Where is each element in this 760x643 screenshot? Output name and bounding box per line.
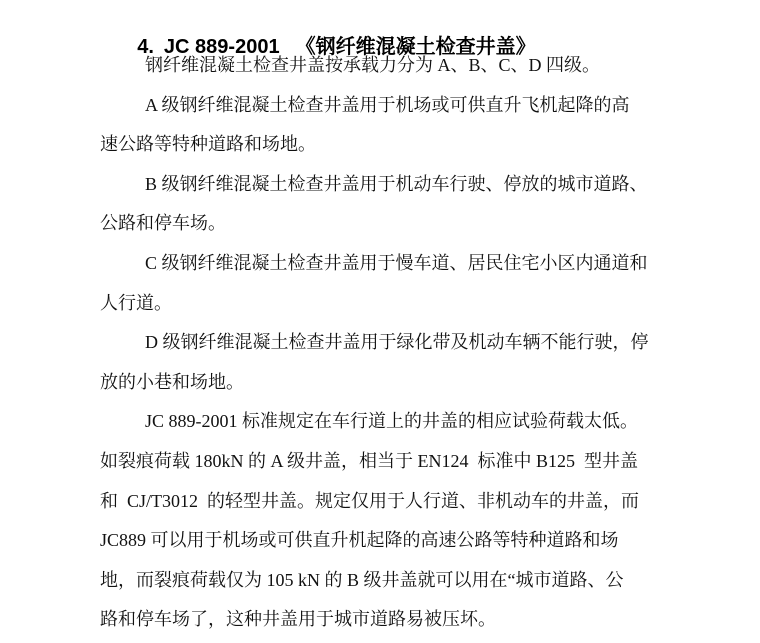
body-line: A 级钢纤维混凝土检查井盖用于机场或可供直升飞机起降的高 bbox=[145, 94, 630, 115]
standard-code: JC 889-2001 bbox=[163, 36, 280, 58]
document-body bbox=[100, 46, 665, 640]
body-line: 地，而裂痕荷载仅为 105 kN 的 B 级井盖就可以用在“城市道路、公 bbox=[100, 569, 624, 590]
body-line: C 级钢纤维混凝土检查井盖用于慢车道、居民住宅小区内通道和 bbox=[145, 252, 648, 273]
body-line: D 级钢纤维混凝土检查井盖用于绿化带及机动车辆不能行驶，停 bbox=[145, 332, 649, 353]
body-line: B 级钢纤维混凝土检查井盖用于机动车行驶、停放的城市道路、 bbox=[145, 173, 648, 194]
body-line: 放的小巷和场地。 bbox=[100, 371, 244, 392]
body-line: 钢纤维混凝土检查井盖按承载力分为 A、B、C、D 四级。 bbox=[145, 55, 601, 75]
body-line: JC889 可以用于机场或可供直升机起降的高速公路等特种道路和场 bbox=[100, 530, 619, 551]
body-line: JC 889-2001 标准规定在车行道上的井盖的相应试验荷载太低。 bbox=[145, 411, 639, 432]
standard-name: 《钢纤维混凝土检查井盖》 bbox=[295, 36, 536, 58]
body-line: 公路和停车场。 bbox=[100, 213, 226, 234]
section-number: 4. bbox=[137, 36, 154, 58]
body-line: 如裂痕荷载 180kN 的 A 级井盖，相当于 EN124 标准中 B125 型井盖 bbox=[100, 450, 639, 471]
body-line: 人行道。 bbox=[100, 292, 172, 313]
body-line: 速公路等特种道路和场地。 bbox=[100, 134, 316, 155]
body-line: 路和停车场了，这种井盖用于城市道路易被压坏。 bbox=[100, 609, 496, 630]
body-line: 和 CJ/T3012 的轻型井盖。规定仅用于人行道、非机动车的井盖，而 bbox=[100, 490, 640, 511]
